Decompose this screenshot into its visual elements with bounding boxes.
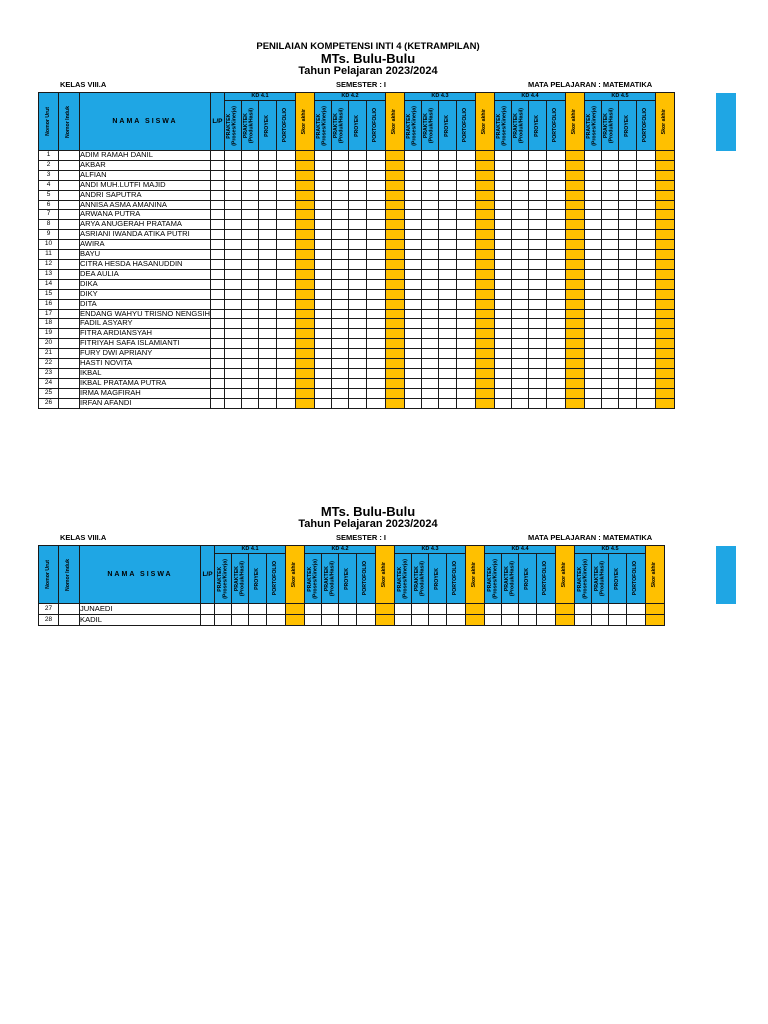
score-cell[interactable] xyxy=(575,615,592,626)
nomor-induk-label: Nomor Induk xyxy=(65,558,72,591)
skor-akhir-cell[interactable] xyxy=(286,604,305,615)
portofolio-label: PORTOFOLIO xyxy=(272,561,279,596)
portofolio-label: PORTOFOLIO xyxy=(462,108,469,143)
portofolio-label: PORTOFOLIO xyxy=(632,561,639,596)
praktek-produk-label: PRAKTEK (Produk/Hasil) xyxy=(233,560,245,597)
kd-group-header xyxy=(305,546,376,554)
skor-akhir-label: Skor akhir xyxy=(561,561,568,588)
subject-label: MATA PELAJARAN : MATEMATIKA xyxy=(528,533,653,542)
student-name: DEA AULIA xyxy=(80,269,211,279)
portofolio-header xyxy=(537,554,556,604)
score-cell[interactable] xyxy=(485,604,502,615)
praktek-produk-label: PRAKTEK (Produk/Hasil) xyxy=(243,107,255,144)
praktek-proses-label: PRAKTEK (Proses/Kinerja) xyxy=(396,558,408,599)
kd-label: KD 4.1 xyxy=(241,546,259,552)
skor-akhir-cell[interactable] xyxy=(376,615,395,626)
score-cell[interactable] xyxy=(249,615,267,626)
student-name: ARWANA PUTRA xyxy=(80,210,211,220)
row-number: 27 xyxy=(39,604,59,615)
row-number: 19 xyxy=(39,329,59,339)
student-name: IKBAL PRATAMA PUTRA xyxy=(80,378,211,388)
portofolio-header xyxy=(357,554,376,604)
header-edge-tab xyxy=(716,546,736,604)
student-name: FITRA ARDIANSYAH xyxy=(80,329,211,339)
row-number: 10 xyxy=(39,240,59,250)
score-cell[interactable] xyxy=(267,604,286,615)
score-cell[interactable] xyxy=(339,615,357,626)
praktek-proses-label: PRAKTEK (Proses/Kinerja) xyxy=(226,105,238,146)
nomor-induk-header xyxy=(59,546,80,604)
score-cell[interactable] xyxy=(232,604,249,615)
nomor-urut-header xyxy=(39,546,59,604)
portofolio-label: PORTOFOLIO xyxy=(452,561,459,596)
nomor-induk-cell[interactable] xyxy=(59,615,80,626)
student-name: JUNAEDI xyxy=(80,604,201,615)
portofolio-label: PORTOFOLIO xyxy=(542,561,549,596)
skor-akhir-header xyxy=(376,546,395,604)
student-name: ANDI MUH.LUTFI MAJID xyxy=(80,180,211,190)
portofolio-label: PORTOFOLIO xyxy=(282,108,289,143)
portofolio-label: PORTOFOLIO xyxy=(372,108,379,143)
praktek-produk-label: PRAKTEK (Produk/Hasil) xyxy=(593,560,605,597)
row-number: 7 xyxy=(39,210,59,220)
row-number: 15 xyxy=(39,289,59,299)
skor-akhir-cell[interactable] xyxy=(466,615,485,626)
skor-akhir-cell[interactable] xyxy=(646,604,665,615)
student-name: ANDRI SAPUTRA xyxy=(80,190,211,200)
skor-akhir-header xyxy=(466,546,485,604)
nomor-induk-cell[interactable] xyxy=(59,604,80,615)
skor-akhir-cell[interactable] xyxy=(556,604,575,615)
skor-akhir-header xyxy=(286,546,305,604)
kd-group-header xyxy=(575,546,646,554)
skor-akhir-label: Skor akhir xyxy=(661,108,668,135)
class-label: KELAS VIII.A xyxy=(60,533,107,542)
student-name: DIKA xyxy=(80,279,211,289)
row-number: 1 xyxy=(39,151,59,161)
score-table xyxy=(38,545,665,626)
skor-akhir-cell[interactable] xyxy=(466,604,485,615)
score-cell[interactable] xyxy=(322,615,339,626)
praktek-proses-header xyxy=(305,554,322,604)
skor-akhir-cell[interactable] xyxy=(556,615,575,626)
proyek-label: PROYEK xyxy=(613,567,620,590)
praktek-proses-label: PRAKTEK (Proses/Kinerja) xyxy=(486,558,498,599)
proyek-label: PROYEK xyxy=(253,567,260,590)
score-cell[interactable] xyxy=(249,604,267,615)
score-cell[interactable] xyxy=(592,604,609,615)
row-number: 17 xyxy=(39,309,59,319)
kd-label: KD 4.5 xyxy=(601,546,619,552)
proyek-header xyxy=(249,554,267,604)
student-name: FADIL ASYARY xyxy=(80,319,211,329)
praktek-produk-label: PRAKTEK (Produk/Hasil) xyxy=(323,560,335,597)
kd-label: KD 4.5 xyxy=(611,93,629,99)
subject-label: MATA PELAJARAN : MATEMATIKA xyxy=(528,80,653,89)
praktek-produk-header xyxy=(232,554,249,604)
row-number: 3 xyxy=(39,170,59,180)
nomor-urut-label: Nomor Urut xyxy=(44,107,51,136)
praktek-produk-label: PRAKTEK (Produk/Hasil) xyxy=(603,107,615,144)
semester-label: SEMESTER : I xyxy=(336,80,387,89)
praktek-proses-label: PRAKTEK (Proses/Kinerja) xyxy=(316,105,328,146)
score-cell[interactable] xyxy=(305,604,322,615)
student-name: IRMA MAGFIRAH xyxy=(80,388,211,398)
score-cell[interactable] xyxy=(232,615,249,626)
score-cell[interactable] xyxy=(447,604,466,615)
kd-label: KD 4.4 xyxy=(511,546,529,552)
student-name: BAYU xyxy=(80,250,211,260)
gender-cell[interactable] xyxy=(201,604,215,615)
row-number: 21 xyxy=(39,349,59,359)
table-row xyxy=(39,604,665,615)
row-number: 2 xyxy=(39,160,59,170)
skor-akhir-label: Skor akhir xyxy=(481,108,488,135)
proyek-label: PROYEK xyxy=(533,114,540,137)
portofolio-header xyxy=(267,554,286,604)
kd-label: KD 4.4 xyxy=(521,93,539,99)
proyek-header xyxy=(609,554,627,604)
praktek-proses-label: PRAKTEK (Proses/Kinerja) xyxy=(496,105,508,146)
student-name: ALFIAN xyxy=(80,170,211,180)
proyek-label: PROYEK xyxy=(623,114,630,137)
row-number: 26 xyxy=(39,398,59,408)
praktek-proses-label: PRAKTEK (Proses/Kinerja) xyxy=(216,558,228,599)
praktek-produk-header xyxy=(592,554,609,604)
student-name: DIKY xyxy=(80,289,211,299)
score-cell[interactable] xyxy=(357,615,376,626)
row-number: 14 xyxy=(39,279,59,289)
score-cell[interactable] xyxy=(322,604,339,615)
kd-label: KD 4.2 xyxy=(341,93,359,99)
score-cell[interactable] xyxy=(502,615,519,626)
kd-label: KD 4.1 xyxy=(251,93,269,99)
score-cell[interactable] xyxy=(537,604,556,615)
proyek-header xyxy=(339,554,357,604)
kd-label: KD 4.3 xyxy=(431,93,449,99)
student-name: IRFAN AFANDI xyxy=(80,398,211,408)
gender-header xyxy=(201,546,215,604)
skor-akhir-cell[interactable] xyxy=(376,604,395,615)
row-number: 16 xyxy=(39,299,59,309)
student-name: IKBAL xyxy=(80,368,211,378)
score-cell[interactable] xyxy=(627,604,646,615)
score-cell[interactable] xyxy=(357,604,376,615)
row-number: 6 xyxy=(39,200,59,210)
skor-akhir-label: Skor akhir xyxy=(291,561,298,588)
praktek-proses-header xyxy=(575,554,592,604)
portofolio-header xyxy=(627,554,646,604)
proyek-label: PROYEK xyxy=(263,114,270,137)
score-cell[interactable] xyxy=(519,604,537,615)
proyek-label: PROYEK xyxy=(343,567,350,590)
portofolio-label: PORTOFOLIO xyxy=(362,561,369,596)
praktek-proses-label: PRAKTEK (Proses/Kinerja) xyxy=(406,105,418,146)
praktek-produk-label: PRAKTEK (Produk/Hasil) xyxy=(503,560,515,597)
nomor-urut-label: Nomor Urut xyxy=(44,560,51,589)
score-cell[interactable] xyxy=(395,604,412,615)
skor-akhir-label: Skor akhir xyxy=(381,561,388,588)
student-name: FURY DWI APRIANY xyxy=(80,349,211,359)
skor-akhir-cell[interactable] xyxy=(646,615,665,626)
score-cell[interactable] xyxy=(519,615,537,626)
semester-label: SEMESTER : I xyxy=(336,533,387,542)
row-number: 9 xyxy=(39,230,59,240)
student-name: DITA xyxy=(80,299,211,309)
nama-siswa-header xyxy=(80,546,201,604)
skor-akhir-label: Skor akhir xyxy=(651,561,658,588)
student-name: HASTI NOVITA xyxy=(80,359,211,369)
academic-year: Tahun Pelajaran 2023/2024 xyxy=(298,518,438,530)
praktek-proses-label: PRAKTEK (Proses/Kinerja) xyxy=(306,558,318,599)
student-name: AKBAR xyxy=(80,160,211,170)
praktek-produk-header xyxy=(322,554,339,604)
skor-akhir-label: Skor akhir xyxy=(301,108,308,135)
student-name: KADIL xyxy=(80,615,201,626)
score-cell[interactable] xyxy=(339,604,357,615)
nama-siswa-label: NAMA SISWA xyxy=(112,118,178,125)
portofolio-label: PORTOFOLIO xyxy=(642,108,649,143)
score-cell[interactable] xyxy=(537,615,556,626)
praktek-produk-label: PRAKTEK (Produk/Hasil) xyxy=(423,107,435,144)
score-cell[interactable] xyxy=(429,604,447,615)
praktek-proses-label: PRAKTEK (Proses/Kinerja) xyxy=(586,105,598,146)
score-cell[interactable] xyxy=(502,604,519,615)
school-name: MTs. Bulu-Bulu xyxy=(320,51,416,66)
score-cell[interactable] xyxy=(395,615,412,626)
praktek-proses-header xyxy=(215,554,232,604)
score-cell[interactable] xyxy=(447,615,466,626)
praktek-produk-header xyxy=(412,554,429,604)
praktek-produk-label: PRAKTEK (Produk/Hasil) xyxy=(333,107,345,144)
proyek-label: PROYEK xyxy=(433,567,440,590)
student-name: ANNISA ASMA AMANINA xyxy=(80,200,211,210)
student-name: FITRIYAH SAFA ISLAMIANTI xyxy=(80,339,211,349)
score-cell[interactable] xyxy=(305,615,322,626)
kd-group-header xyxy=(485,546,556,554)
row-number: 12 xyxy=(39,259,59,269)
gender-label: L/P xyxy=(202,571,213,578)
row-number: 22 xyxy=(39,359,59,369)
student-name: ADIM RAMAH DANIL xyxy=(80,151,211,161)
row-number: 25 xyxy=(39,388,59,398)
skor-akhir-label: Skor akhir xyxy=(571,108,578,135)
score-cell[interactable] xyxy=(485,615,502,626)
praktek-proses-header xyxy=(485,554,502,604)
row-number: 20 xyxy=(39,339,59,349)
student-name: ENDANG WAHYU TRISNO NENGSIH xyxy=(80,309,210,318)
score-cell[interactable] xyxy=(412,604,429,615)
score-cell[interactable] xyxy=(609,604,627,615)
praktek-proses-label: PRAKTEK (Proses/Kinerja) xyxy=(576,558,588,599)
proyek-label: PROYEK xyxy=(523,567,530,590)
score-cell[interactable] xyxy=(592,615,609,626)
praktek-produk-label: PRAKTEK (Produk/Hasil) xyxy=(513,107,525,144)
kd-label: KD 4.2 xyxy=(331,546,349,552)
praktek-produk-label: PRAKTEK (Produk/Hasil) xyxy=(413,560,425,597)
kd-group-header xyxy=(395,546,466,554)
kd-label: KD 4.3 xyxy=(421,546,439,552)
score-cell[interactable] xyxy=(267,615,286,626)
score-cell[interactable] xyxy=(215,604,232,615)
student-name: ARYA ANUGERAH PRATAMA xyxy=(80,220,211,230)
score-cell[interactable] xyxy=(215,615,232,626)
row-number: 13 xyxy=(39,269,59,279)
sheet-title: PENILAIAN KOMPETENSI INTI 4 (KETRAMPILAN) xyxy=(256,41,480,52)
score-cell[interactable] xyxy=(575,604,592,615)
row-number: 23 xyxy=(39,368,59,378)
score-cell[interactable] xyxy=(609,615,627,626)
score-cell[interactable] xyxy=(429,615,447,626)
proyek-label: PROYEK xyxy=(353,114,360,137)
skor-akhir-label: Skor akhir xyxy=(471,561,478,588)
praktek-produk-header xyxy=(502,554,519,604)
nama-siswa-label: NAMA SISWA xyxy=(107,571,173,578)
row-number: 24 xyxy=(39,378,59,388)
skor-akhir-header xyxy=(646,546,665,604)
row-number: 28 xyxy=(39,615,59,626)
kd-group-header xyxy=(215,546,286,554)
portofolio-header xyxy=(447,554,466,604)
row-number: 18 xyxy=(39,319,59,329)
praktek-proses-header xyxy=(395,554,412,604)
proyek-header xyxy=(519,554,537,604)
student-name: CITRA HESDA HASANUDDIN xyxy=(80,259,211,269)
gender-label: L/P xyxy=(212,118,223,125)
skor-akhir-header xyxy=(556,546,575,604)
student-name: AWIRA xyxy=(80,240,211,250)
score-cell[interactable] xyxy=(412,615,429,626)
gender-cell[interactable] xyxy=(201,615,215,626)
row-number: 8 xyxy=(39,220,59,230)
nomor-induk-label: Nomor Induk xyxy=(65,105,72,138)
skor-akhir-label: Skor akhir xyxy=(391,108,398,135)
row-number: 5 xyxy=(39,190,59,200)
skor-akhir-cell[interactable] xyxy=(286,615,305,626)
table-row xyxy=(39,615,665,626)
class-label: KELAS VIII.A xyxy=(60,80,107,89)
header-row-kd xyxy=(39,546,665,554)
score-cell[interactable] xyxy=(627,615,646,626)
portofolio-label: PORTOFOLIO xyxy=(552,108,559,143)
row-number: 11 xyxy=(39,250,59,260)
student-name: ASRIANI IWANDA ATIKA PUTRI xyxy=(80,230,211,240)
proyek-label: PROYEK xyxy=(443,114,450,137)
proyek-header xyxy=(429,554,447,604)
row-number: 4 xyxy=(39,180,59,190)
school-name: MTs. Bulu-Bulu xyxy=(320,504,416,519)
academic-year: Tahun Pelajaran 2023/2024 xyxy=(298,65,438,77)
